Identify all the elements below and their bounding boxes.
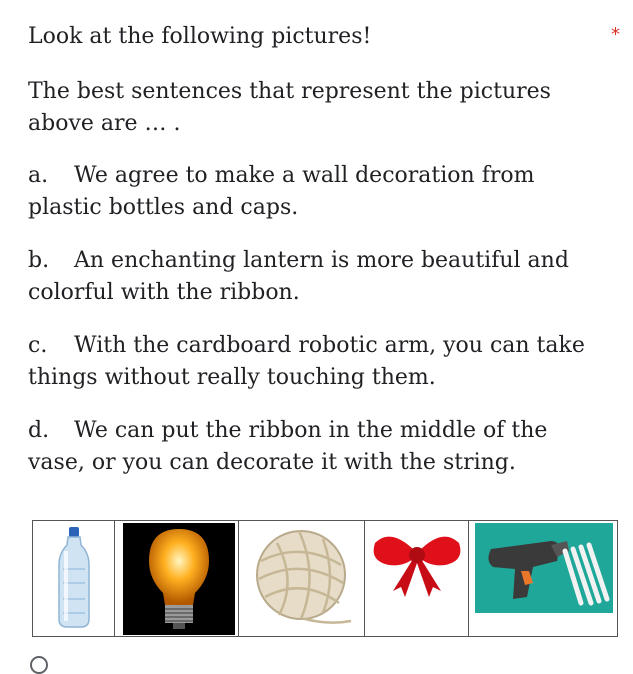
plastic-bottle-icon (33, 521, 115, 636)
question-stem: The best sentences that represent the pictures above are … . (28, 79, 551, 136)
red-ribbon-icon (365, 521, 469, 636)
option-b-letter: b. (28, 248, 50, 273)
required-asterisk: * (611, 24, 620, 45)
option-d-text: We can put the ribbon in the middle of the vase, or you can decorate it with the string. (28, 418, 548, 475)
option-d-letter: d. (28, 418, 50, 443)
option-c-letter: c. (28, 333, 48, 358)
option-a (28, 160, 608, 224)
string-ball-icon (239, 521, 365, 636)
glue-gun-icon (469, 521, 619, 636)
light-bulb-icon (115, 521, 239, 636)
question-title: Look at the following pictures! (28, 24, 372, 49)
option-c (28, 330, 608, 394)
option-d (28, 415, 608, 479)
option-b (28, 245, 608, 309)
pictures-strip (32, 520, 618, 637)
answer-radio[interactable] (30, 656, 48, 674)
option-c-text: With the cardboard robotic arm, you can take things without really touching them. (28, 333, 585, 390)
option-a-text: We agree to make a wall decoration from plastic bottles and caps. (28, 163, 535, 220)
option-b-text: An enchanting lantern is more beautiful and colorful with the ribbon. (28, 248, 569, 305)
option-a-letter: a. (28, 163, 49, 188)
